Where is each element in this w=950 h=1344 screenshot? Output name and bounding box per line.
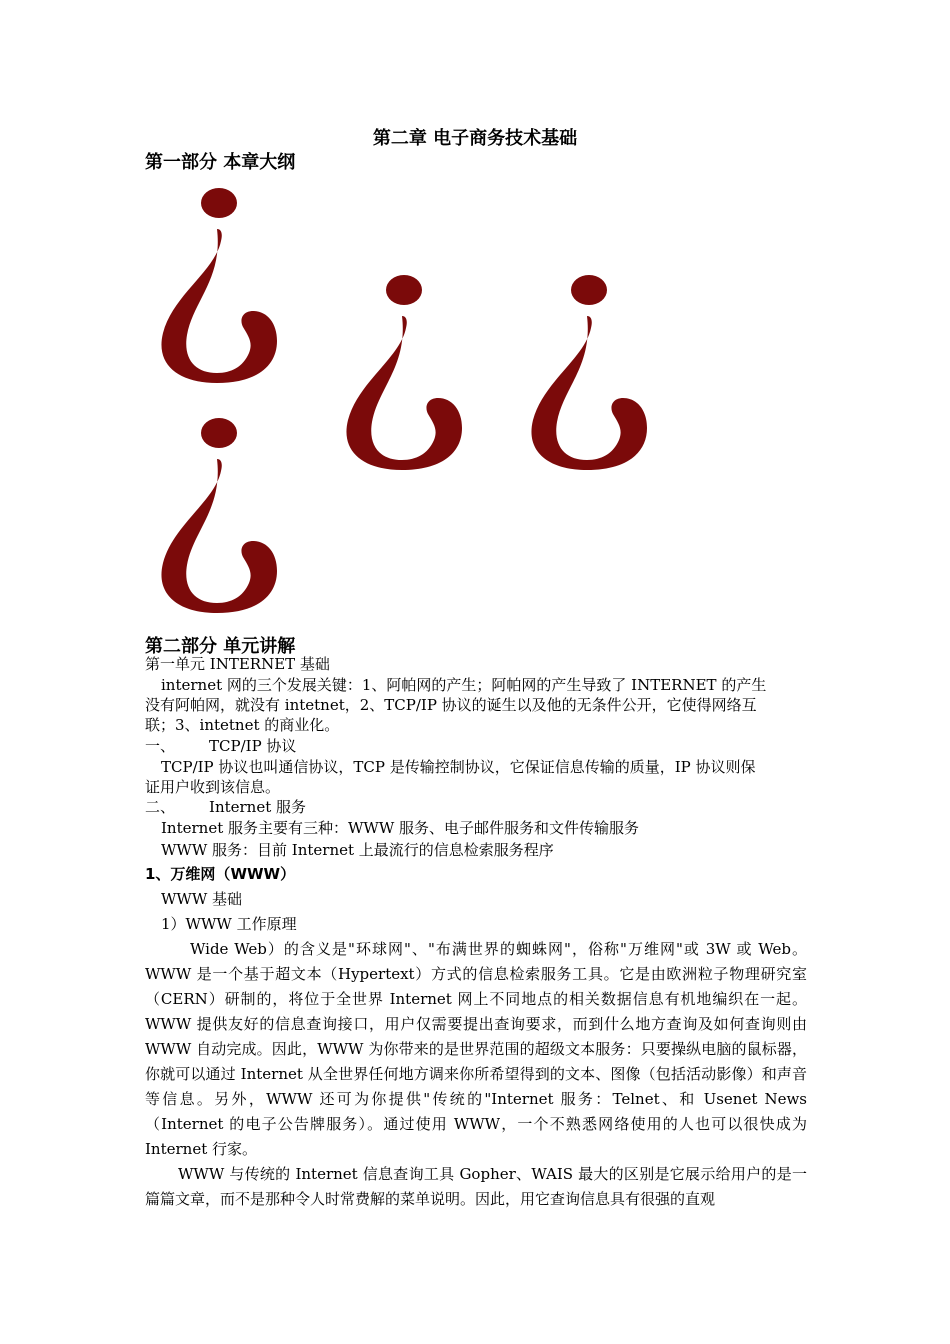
paragraph-line: 联；3、intetnet 的商业化。 [145, 716, 340, 734]
paragraph-line: Internet 服务主要有三种：WWW 服务、电子邮件服务和文件传输服务 [161, 819, 640, 837]
paragraph-line: internet 网的三个发展关键：1、阿帕网的产生；阿帕网的产生导致了 INTERNET 的产生 [161, 676, 767, 694]
paragraph-line: WWW 服务：目前 Internet 上最流行的信息检索服务程序 [161, 841, 554, 859]
chapter-title: 第二章 电子商务技术基础 [372, 128, 578, 149]
www-paragraph-2: WWW 与传统的 Internet 信息查询工具 Gopher、WAIS 最大的区别是它展示给用户的是一篇篇文章，而不是那种令人时常费解的菜单说明。因此，用它查询信息具有很强的直观 [145, 1165, 807, 1208]
section-heading [145, 797, 807, 817]
inverted-question-mark-icon [155, 183, 279, 389]
paragraph-line: 没有阿帕网，就没有 intetnet，2、TCP/IP 协议的诞生以及他的无条件公开，它使得网络互 [145, 696, 757, 714]
www-heading: 1、万维网（WWW） [145, 865, 296, 883]
inverted-question-mark-icon [155, 413, 279, 619]
section-number: 二、 [145, 798, 176, 816]
www-principle: 1）WWW 工作原理 [161, 915, 297, 933]
www-basics: WWW 基础 [161, 890, 243, 908]
inverted-question-mark-icon [525, 270, 649, 476]
part1-heading: 第一部分 本章大纲 [145, 152, 296, 173]
part2-heading: 第二部分 单元讲解 [145, 636, 296, 657]
www-paragraph-1: Wide Web）的含义是"环球网"、"布满世界的蜘蛛网"，俗称"万维网"或 3W 或 Web。WWW 是一个基于超文本（Hypertext）方式的信息检索服务工具。它是由欧洲粒子物理研究室（CERN）研制的，将位于全世界 Internet 网上不同地点的相关数据信息有机地编织在一起。WWW 提供友好的信息查询接口，用户仅需要提出查询要求，而到什么地方查询及如何查询则由 WWW 自动完成。因此，WWW 为你带来的是世界范围的超级文本服务：只要操纵电脑的鼠标器，你就可以通过 Internet 从全世界任何地方调来你所希望得到的文本、图像（包括活动影像）和声音等信息。另外，WWW 还可为你提供"传统的"Internet 服务：Telnet、和 Usenet News（Internet 的电子公告牌服务）。通过使用 WWW，一个不熟悉网络使用的人也可以很快成为 Internet 行家。 [145, 940, 807, 1158]
section-heading [145, 736, 807, 756]
section-number: 一、 [145, 737, 176, 755]
inverted-question-mark-icon [340, 270, 464, 476]
paragraph-line: 证用户收到该信息。 [145, 778, 281, 796]
section-title: Internet 服务 [209, 798, 307, 816]
paragraph-line: TCP/IP 协议也叫通信协议，TCP 是传输控制协议，它保证信息传输的质量，IP 协议则保 [161, 758, 756, 776]
unit1-heading: 第一单元 INTERNET 基础 [145, 655, 330, 673]
section-title: TCP/IP 协议 [209, 737, 297, 755]
